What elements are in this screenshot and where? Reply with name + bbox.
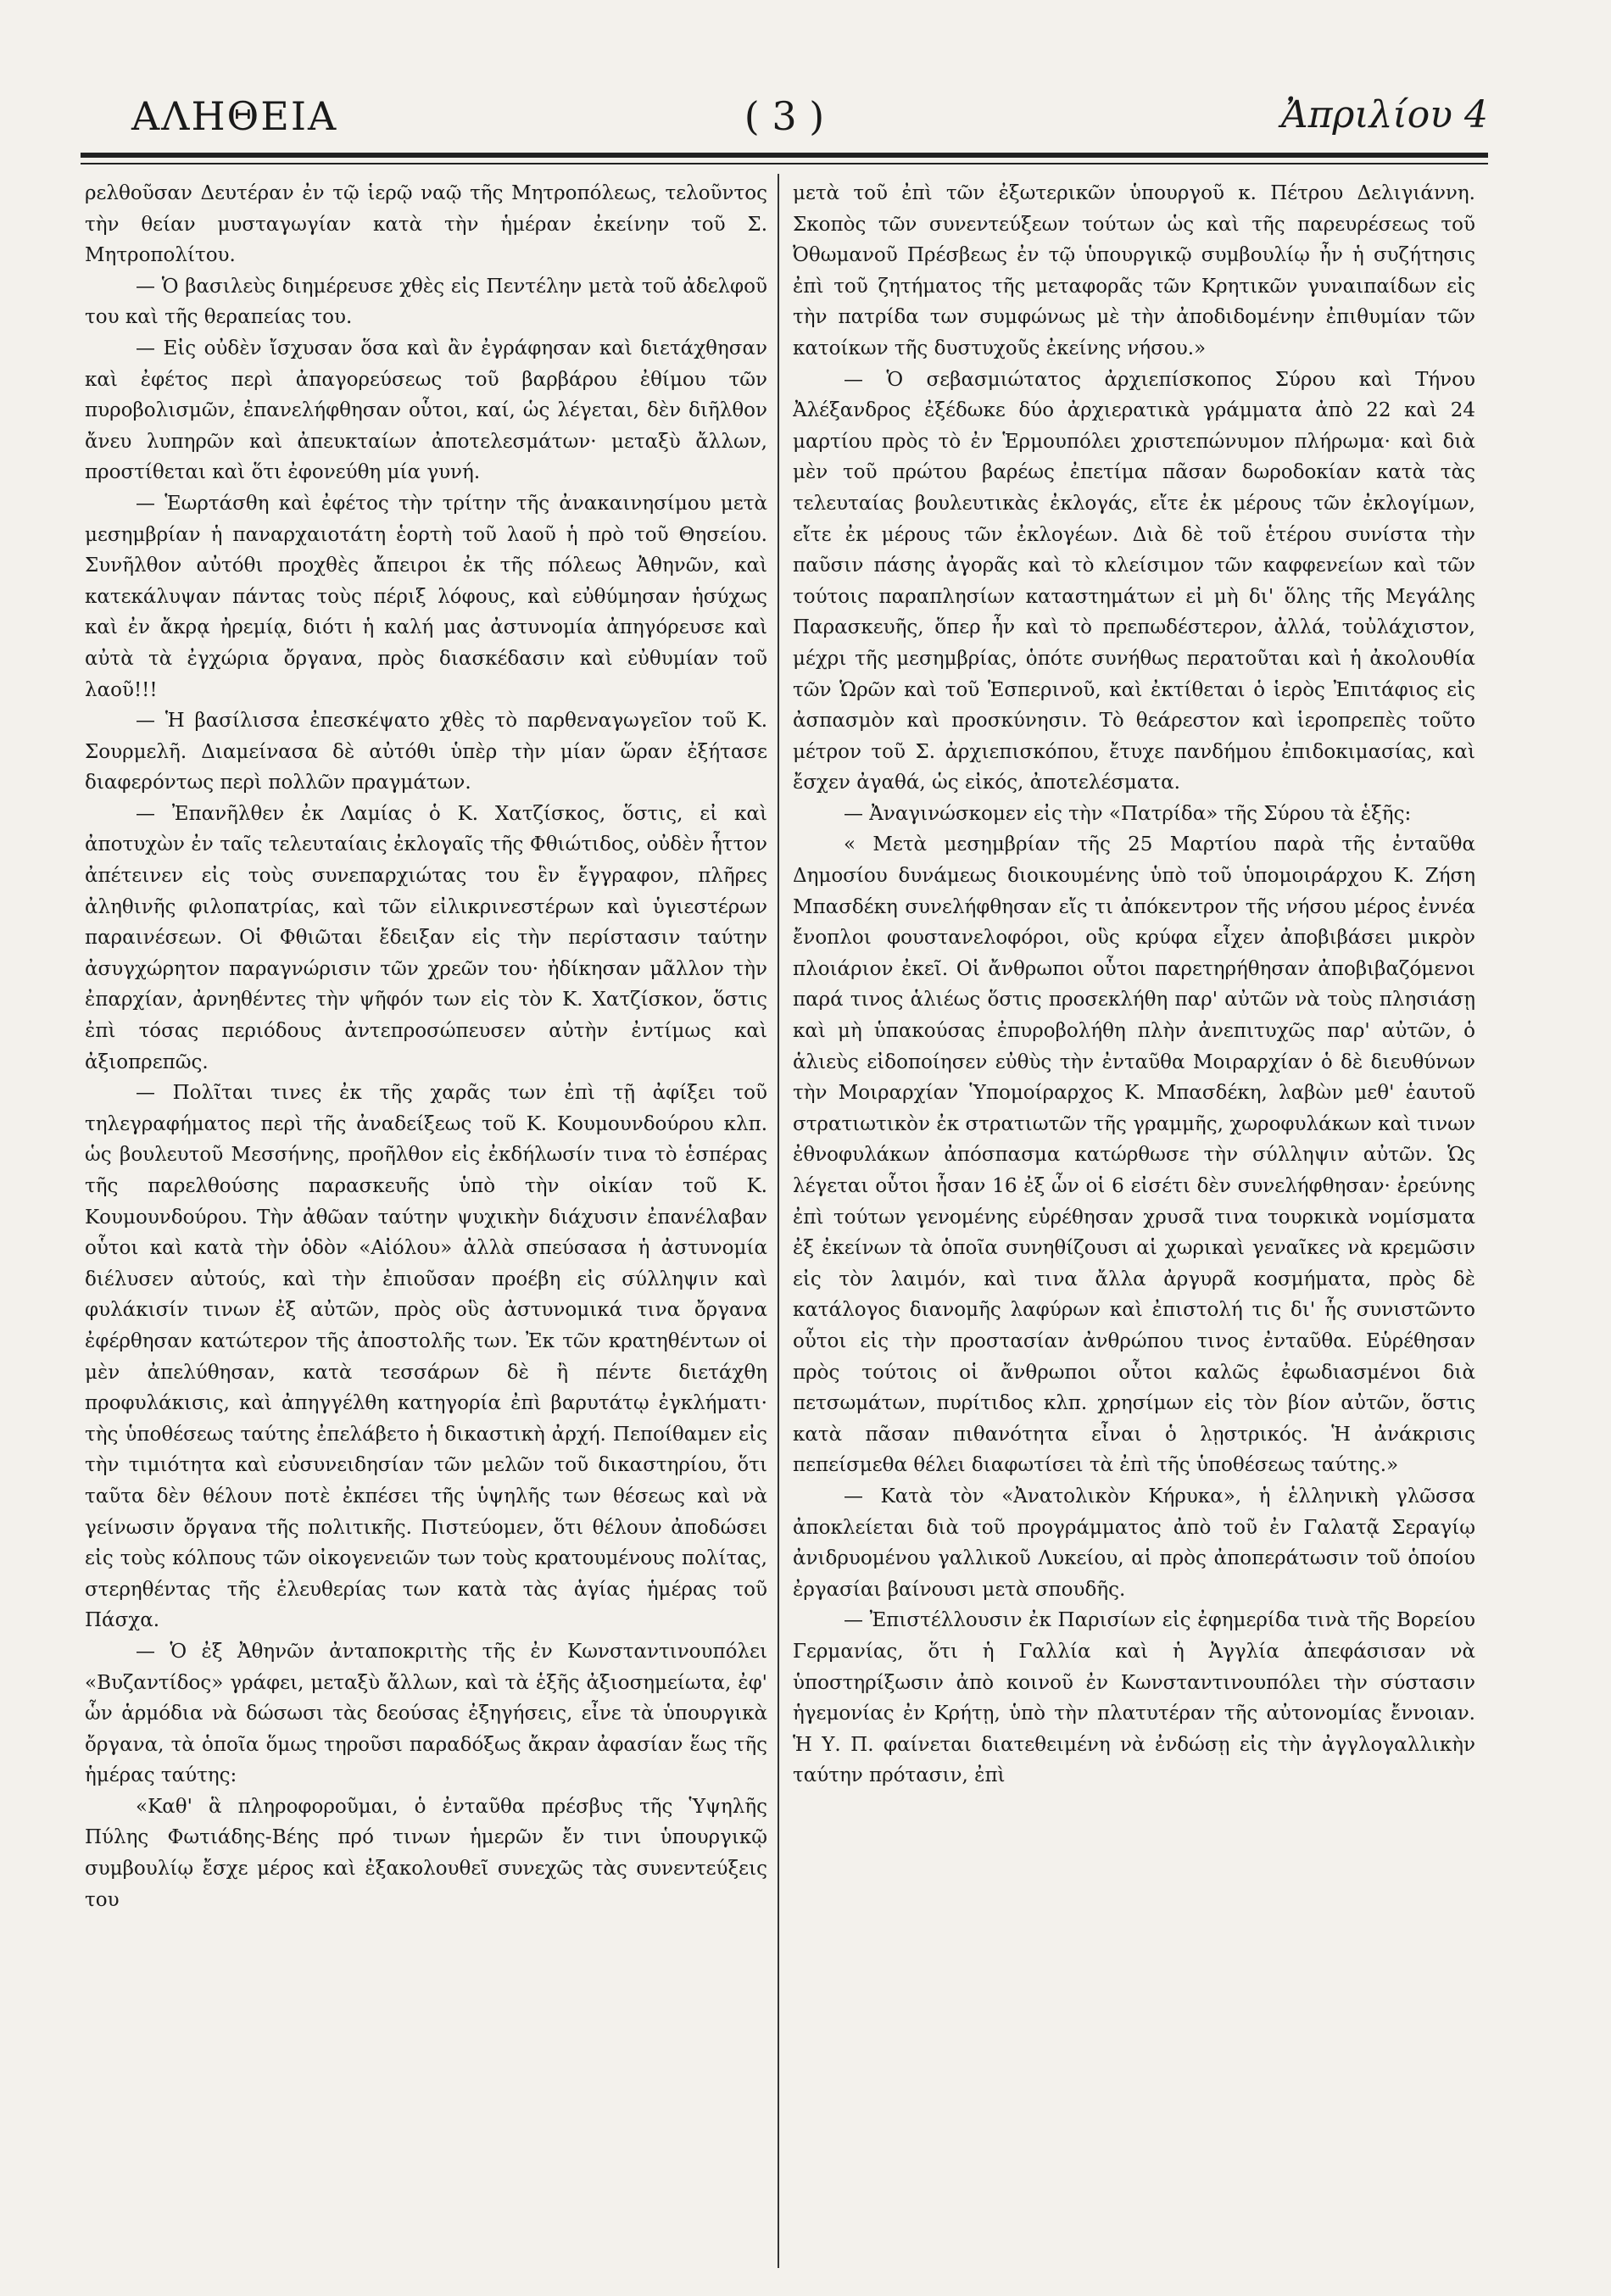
header-rule-thick — [81, 153, 1488, 158]
news-item: — Ὁ σεβασμιώτατος ἀρχιεπίσκοπος Σύρου καὶ Τήνου Ἀλέξανδρος ἐξέδωκε δύο ἀρχιερατικὰ γράμματα ἀπὸ 22 καὶ 24 μαρτίου πρὸς τὸ ἐν Ἑρμουπόλει χριστεπώνυμον πλήρωμα· καὶ διὰ μὲν τοῦ πρώτου βαρέως ἐπετίμα πᾶσαν δωροδοκίαν κατὰ τὰς τελευταίας βουλευτικὰς ἐκλογάς, εἴτε ἐκ μέρους τῶν ἐκλογίμων, εἴτε ἐκ μέρους τῶν ἐκλογέων. Διὰ δὲ τοῦ ἑτέρου συνίστα τὴν παῦσιν πάσης ἀγορᾶς καὶ τὸ κλείσιμον τῶν καφφενείων καὶ τῶν τούτοις παραπλησίων καταστημάτων εἰ μὴ δι' ὅλης τῆς Μεγάλης Παρασκευῆς, ὅπερ ἦν καὶ τὸ πρεπωδέστερον, ἀλλά, τοὐλάχιστον, μέχρι τῆς μεσημβρίας, ὁπότε συνήθως περατοῦται καὶ ἡ ἀκολουθία τῶν Ὡρῶν καὶ τοῦ Ἑσπερινοῦ, καὶ ἐκτίθεται ὁ ἱερὸς Ἐπιτάφιος εἰς ἀσπασμὸν καὶ προσκύνησιν. Τὸ θεάρεστον καὶ ἱεροπρεπὲς τοῦτο μέτρον τοῦ Σ. ἀρχιεπισκόπου, ἔτυχε πανδήμου ἐπιδοκιμασίας, καὶ ἔσχεν ἀγαθά, ὡς εἰκός, ἀποτελέσματα. — [793, 368, 1475, 794]
news-item: — Κατὰ τὸν «Ἀνατολικὸν Κήρυκα», ἡ ἑλληνικὴ γλῶσσα ἀποκλείεται διὰ τοῦ προγράμματος ἀπὸ τοῦ ἐν Γαλατᾷ Σεραγίῳ ἀνιδρυομένου γαλλικοῦ Λυκείου, αἱ πρὸς ἀποπεράτωσιν τοῦ ὁποίου ἐργασίαι βαίνουσι μετὰ σπουδῆς. — [793, 1485, 1475, 1601]
quoted-report: « Μετὰ μεσημβρίαν τῆς 25 Μαρτίου παρὰ τῆς ἐνταῦθα Δημοσίου δυνάμεως διοικουμένης ὑπὸ τοῦ ὑπομοιράρχου Κ. Ζήση Μπασδέκη συνελήφθησαν εἴς τι ἀπόκεντρον τῆς νήσου μέρος ἐννέα ἔνοπλοι φουστανελοφόροι, οὓς κρύφα εἶχεν ἀποβιβάσει μικρὸν πλοιάριον ἐκεῖ. Οἱ ἄνθρωποι οὗτοι παρετηρήθησαν ἀποβιβαζόμενοι παρά τινος ἁλιέως ὅστις προσεκλήθη παρ' αὐτῶν νὰ τοὺς πλησιάσῃ καὶ μὴ ὑπακούσας ἐπυροβολήθη πλὴν ἀνεπιτυχῶς παρ' αὐτῶν, ὁ ἁλιεὺς εἰδοποίησεν εὐθὺς τὴν ἐνταῦθα Μοιραρχίαν ὁ δὲ διευθύνων τὴν Μοιραρχίαν Ὑπομοίραρχος Κ. Μπασδέκη, λαβὼν μεθ' ἑαυτοῦ στρατιωτικὸν ἐκ στρατιωτῶν τῆς γραμμῆς, χωροφυλάκων καὶ τινων ἐθνοφυλάκων ἀπόσπασμα κατώρθωσε τὴν σύλληψιν αὐτῶν. Ὡς λέγεται οὗτοι ἦσαν 16 ἐξ ὧν οἱ 6 εἰσέτι δὲν συνελήφθησαν· ἐρεύνης ἐπὶ τούτων γενομένης εὑρέθησαν χρυσᾶ τινα τουρκικὰ νομίσματα ἐξ ἐκείνων τὰ ὁποῖα συνηθίζουσι αἱ χωρικαὶ γεναῖκες νὰ κρεμῶσιν εἰς τὸν λαιμόν, καὶ τινα ἄλλα ἀργυρᾶ κοσμήματα, πρὸς δὲ κατάλογος διανομῆς λαφύρων καὶ ἐπιστολή τις δι' ἧς συνιστῶντο οὗτοι εἰς τὴν προστασίαν ἀνθρώπου τινος ἐνταῦθα. Εὑρέθησαν πρὸς τούτοις οἱ ἄνθρωποι οὗτοι καλῶς ἐφωδιασμένοι διὰ πετσωμάτων, πυρίτιδος κλπ. χρησίμων εἰς τὸν βίον αὐτῶν, ὅστις κατὰ πᾶσαν πιθανότητα εἶναι ὁ λῃστρικός. Ἡ ἀνάκρισις πεπείσμεθα θέλει διαφωτίσει τὰ ἐπὶ τῆς ὑποθέσεως ταύτης.» — [793, 833, 1475, 1477]
news-item: — Ἡ βασίλισσα ἐπεσκέψατο χθὲς τὸ παρθεναγωγεῖον τοῦ Κ. Σουρμελῆ. Διαμείνασα δὲ αὐτόθι ὑπὲρ τὴν μίαν ὥραν ἐξήτασε διαφερόντως περὶ πολλῶν πραγμάτων. — [85, 710, 767, 794]
column-divider — [778, 174, 779, 2268]
news-item: — Εἰς οὐδὲν ἴσχυσαν ὅσα καὶ ἂν ἐγράφησαν καὶ διετάχθησαν καὶ ἐφέτος περὶ ἀπαγορεύσεως τοῦ βαρβάρου ἐθίμου τῶν πυροβολισμῶν, ἐπανελήφθησαν οὗτοι, καί, ὡς λέγεται, δὲν διῆλθον ἄνευ λυπηρῶν καὶ ἀπευκταίων ἀποτελεσμάτων· μεταξὺ ἄλλων, προστίθεται καὶ ὅτι ἐφονεύθη μία γυνή. — [85, 337, 767, 484]
page-header — [81, 85, 1488, 144]
news-item: — Ἑωρτάσθη καὶ ἐφέτος τὴν τρίτην τῆς ἀνακαινησίμου μετὰ μεσημβρίαν ἡ παναρχαιοτάτη ἑορτὴ τοῦ λαοῦ ἡ πρὸ τοῦ Θησείου. Συνῆλθον αὐτόθι προχθὲς ἄπειροι ἐκ τῆς πόλεως Ἀθηνῶν, καὶ κατεκάλυψαν πάντας τοὺς πέριξ λόφους, καὶ εὐθύμησαν ἡσύχως καὶ ἐν ἄκρᾳ ἠρεμίᾳ, διότι ἡ καλή μας ἀστυνομία ἀπηγόρευσε καὶ αὐτὰ τὰ ἐγχώρια ὄργανα, πρὸς διασκέδασιν καὶ εὐθυμίαν τοῦ λαοῦ!!! — [85, 492, 767, 701]
paragraph: μετὰ τοῦ ἐπὶ τῶν ἐξωτερικῶν ὑπουργοῦ κ. Πέτρου Δελιγιάννη. Σκοπὸς τῶν συνεντεύξεων τούτων ὡς καὶ τῆς παρευρέσεως τοῦ Ὀθωμανοῦ Πρέσβεως ἐν τῷ ὑπουργικῷ συμβουλίῳ ἦν ἡ συζήτησις ἐπὶ τοῦ ζητήματος τῆς μεταφορᾶς τῶν Κρητικῶν γυναιπαίδων εἰς τὴν πατρίδα των συμφώνως μὲ τὴν ἀποδιδομένην ἐπιθυμίαν τῶν κατοίκων τῆς δυστυχοῦς ἐκείνης νήσου.» — [793, 182, 1475, 359]
right-column — [793, 178, 1475, 2264]
newspaper-title: ΑΛΗΘΕΙΑ — [131, 93, 338, 139]
page-number: ( 3 ) — [744, 93, 825, 139]
news-item: — Ἐπανῆλθεν ἐκ Λαμίας ὁ Κ. Χατζίσκος, ὅστις, εἰ καὶ ἀποτυχὼν ἐν ταῖς τελευταίαις ἐκλογαῖς τῆς Φθιώτιδος, οὐδὲν ἧττον ἀπέτεινεν εἰς τοὺς συνεπαρχιώτας του ἓν ἔγγραφον, πλῆρες ἀληθινῆς φιλοπατρίας, καὶ τῶν εἰλικρινεστέρων καὶ ὑγιεστέρων παραινέσεων. Οἱ Φθιῶται ἔδειξαν εἰς τὴν περίστασιν ταύτην ἀσυγχώρητον παραγνώρισιν τῶν χρεῶν του· ἠδίκησαν μᾶλλον τὴν ἐπαρχίαν, ἀρνηθέντες τὴν ψῆφόν των εἰς τὸν Κ. Χατζίσκον, ὅστις ἐπὶ τόσας περιόδους ἀντεπροσώπευσεν αὐτὴν ἐντίμως καὶ ἀξιοπρεπῶς. — [85, 802, 767, 1073]
header-rule-thin — [81, 163, 1488, 164]
news-item: — Ἐπιστέλλουσιν ἐκ Παρισίων εἰς ἐφημερίδα τινὰ τῆς Βορείου Γερμανίας, ὅτι ἡ Γαλλία καὶ ἡ Ἀγγλία ἀπεφάσισαν νὰ ὑποστηρίξωσιν ἀπὸ κοινοῦ ἐν Κωνσταντινουπόλει τὴν σύστασιν ἡγεμονίας ἐν Κρήτῃ, ὑπὸ τὴν πλατυτέραν τῆς αὐτονομίας ἔννοιαν. Ἡ Υ. Π. φαίνεται διατεθειμένη νὰ ἐνδώσῃ εἰς τὴν ἀγγλογαλλικὴν ταύτην πρότασιν, ἐπὶ — [793, 1609, 1475, 1787]
news-item: — Ἀναγινώσκομεν εἰς τὴν «Πατρίδα» τῆς Σύρου τὰ ἑξῆς: — [844, 802, 1412, 825]
left-column — [85, 178, 767, 2264]
issue-date: Ἀπριλίου 4 — [1280, 93, 1488, 137]
news-item: — Πολῖται τινες ἐκ τῆς χαρᾶς των ἐπὶ τῇ ἀφίξει τοῦ τηλεγραφήματος περὶ τῆς ἀναδείξεως τοῦ Κ. Κουμουνδούρου κλπ. ὡς βουλευτοῦ Μεσσήνης, προῆλθον εἰς ἐκδήλωσίν τινα τὸ ἑσπέρας τῆς παρελθούσης παρασκευῆς ὑπὸ τὴν οἰκίαν τοῦ Κ. Κουμουνδούρου. Τὴν ἀθῶαν ταύτην ψυχικὴν διάχυσιν ἐπανέλαβαν οὗτοι καὶ κατὰ τὴν ὁδὸν «Αἰόλου» ἀλλὰ σπεύσασα ἡ ἀστυνομία διέλυσεν αὐτούς, καὶ τὴν ἐπιοῦσαν προέβη εἰς σύλληψιν καὶ φυλάκισίν τινων ἐξ αὐτῶν, πρὸς οὓς ἀστυνομικά τινα ὄργανα ἐφέρθησαν κατώτερον τῆς ἀποστολῆς των. Ἐκ τῶν κρατηθέντων οἱ μὲν ἀπελύθησαν, κατὰ τεσσάρων δὲ ἢ πέντε διετάχθη προφυλάκισις, καὶ ἀπηγγέλθη κατηγορία ἐπὶ βαρυτάτῳ ἐγκλήματι· τὴς ὑποθέσεως ταύτης ἐπελάβετο ἡ δικαστικὴ ἀρχή. Πεποίθαμεν εἰς τὴν τιμιότητα καὶ εὐσυνειδησίαν τῶν μελῶν τοῦ δικαστηρίου, ὅτι ταῦτα δὲν θέλουν ποτὲ ἐκπέσει τῆς ὑψηλῆς των θέσεως καὶ νὰ γείνωσιν ὄργανα τῆς πολιτικῆς. Πιστεύομεν, ὅτι θέλουν ἀποδώσει εἰς τοὺς κόλπους τῶν οἰκογενειῶν των τοὺς κρατουμένους πολίτας, στερηθέντας τῆς ἐλευθερίας των κατὰ τὰς ἁγίας ἡμέρας τοῦ Πάσχα. — [85, 1082, 767, 1632]
news-item: — Ὁ ἐξ Ἀθηνῶν ἀνταποκριτὴς τῆς ἐν Κωνσταντινουπόλει «Βυζαντίδος» γράφει, μεταξὺ ἄλλων, καὶ τὰ ἑξῆς ἀξιοσημείωτα, ἐφ' ὧν ἁρμόδια νὰ δώσωσι τὰς δεούσας ἐξηγήσεις, εἶνε τὰ ὑπουργικὰ ὄργανα, τὰ ὁποῖα ὅμως τηροῦσι παραδόξως ἄκραν ἀφασίαν ἕως τῆς ἡμέρας ταύτης: — [85, 1640, 767, 1787]
quoted-report: «Καθ' ἃ πληροφοροῦμαι, ὁ ἐνταῦθα πρέσβυς τῆς Ὑψηλῆς Πύλης Φωτιάδης-Βέης πρό τινων ἡμερῶν ἔν τινι ὑπουργικῷ συμβουλίῳ ἔσχε μέρος καὶ ἐξακολουθεῖ συνεχῶς τὰς συνεντεύξεις του — [85, 1795, 767, 1911]
paragraph: ρελθοῦσαν Δευτέραν ἐν τῷ ἱερῷ ναῷ τῆς Μητροπόλεως, τελοῦντος τὴν θείαν μυσταγωγίαν κατὰ τὴν ἡμέραν ἐκείνην τοῦ Σ. Μητροπολίτου. — [85, 182, 767, 267]
news-item: — Ὁ βασιλεὺς διημέρευσε χθὲς εἰς Πεντέλην μετὰ τοῦ ἀδελφοῦ του καὶ τῆς θεραπείας του. — [85, 275, 767, 329]
